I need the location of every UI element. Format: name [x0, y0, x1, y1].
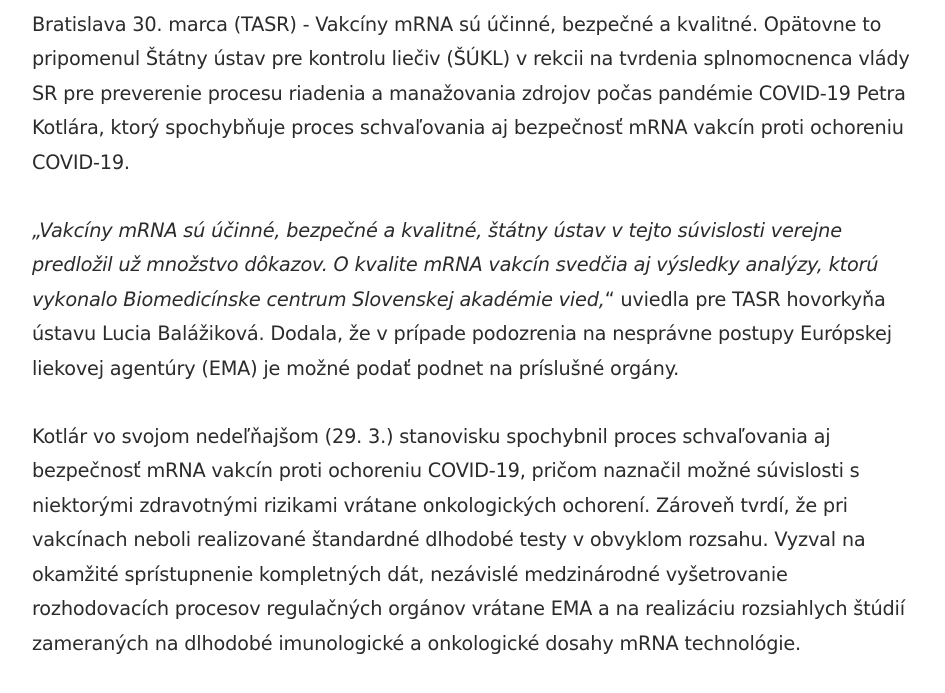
quote-attribution: “ uviedla pre TASR hovorkyňa ústavu Lucia Balážiková. Dodala, že v prípade podozrenia na nesprávne postupy Európskej liekovej agentúry (EMA) je možné podať podnet na príslušné orgány.: [32, 287, 892, 380]
article-paragraph-2: [32, 214, 927, 386]
article-paragraph-3: Kotlár vo svojom nedeľňajšom (29. 3.) stanovisku spochybnil proces schvaľovania aj bezpečnosť mRNA vakcín proti ochoreniu COVID-19, pričom naznačil možné súvislosti s niektorými zdravotnými rizikami vrátane onkologických ochorení. Zároveň tvrdí, že pri vakcínach neboli realizované štandardné dlhodobé testy v obvyklom rozsahu. Vyzval na okamžité sprístupnenie kompletných dát, nezávislé medzinárodné vyšetrovanie rozhodovacích procesov regulačných orgánov vrátane EMA a na realizáciu rozsiahlych štúdií zameraných na dlhodobé imunologické a onkologické dosahy mRNA technológie.: [32, 425, 905, 655]
spokesperson-quote: „Vakcíny mRNA sú účinné, bezpečné a kvalitné, štátny ústav v tejto súvislosti verejne predložil už množstvo dôkazov. O kvalite mRNA vakcín svedčia aj výsledky analýzy, ktorú vykonalo Biomedicínske centrum Slovenskej akadémie vied,: [32, 219, 879, 311]
article-paragraph-1: Bratislava 30. marca (TASR) - Vakcíny mRNA sú účinné, bezpečné a kvalitné. Opätovne to pripomenul Štátny ústav pre kontrolu liečiv (ŠÚKL) v rekcii na tvrdenia splnomocnenca vlády SR pre preverenie procesu riadenia a manažovania zdrojov počas pandémie COVID-19 Petra Kotlára, ktorý spochybňuje proces schvaľovania aj bezpečnosť mRNA vakcín proti ochoreniu COVID-19.: [32, 13, 910, 174]
